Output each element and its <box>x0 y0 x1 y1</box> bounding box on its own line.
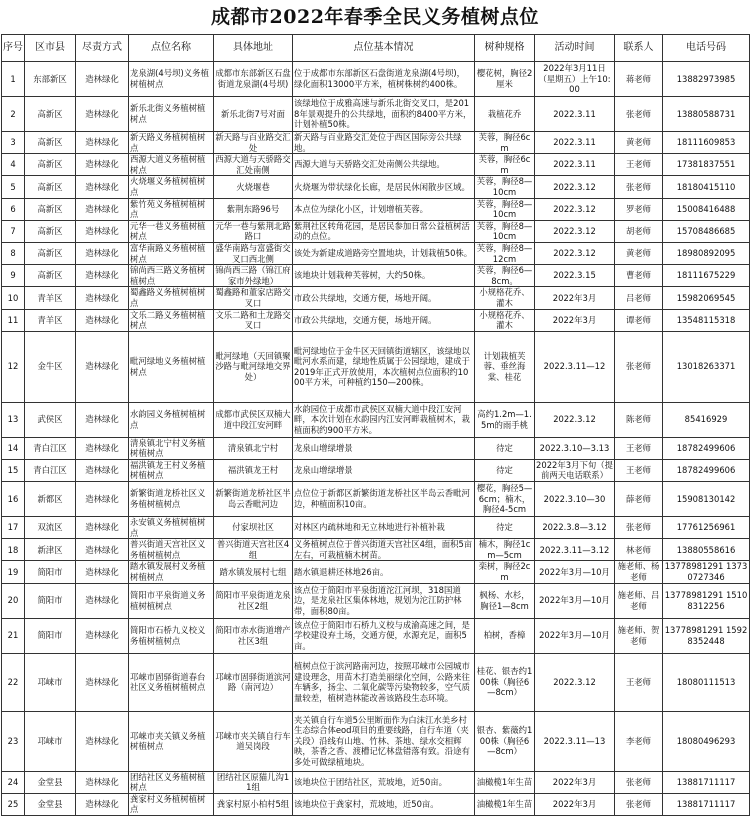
cell-time: 2022年3月 <box>535 309 615 331</box>
table-row <box>2 198 750 220</box>
cell-address: 锦尚西三路（锦江府家市外绿地） <box>215 265 291 286</box>
cell-info: 该处为新建成道路旁空置地块，计划栽植50株。 <box>293 242 475 264</box>
cell-method: 造林绿化 <box>76 97 129 132</box>
cell-phone: 17381837551 <box>663 154 750 176</box>
cell-district: 新津区 <box>25 539 76 561</box>
cell-name: 邛崃市夹关镇义务植树植树点 <box>129 711 214 771</box>
cell-name: 新乐北街义务植树植树点 <box>129 97 214 132</box>
cell-contact: 蒋老师 <box>615 62 663 97</box>
cell-species: 计划栽植芙蓉、垂丝海棠、桂花 <box>475 331 535 402</box>
cell-phone: 18080496293 <box>663 711 750 771</box>
cell-method: 造林绿化 <box>76 517 129 539</box>
cell-method: 造林绿化 <box>76 583 129 618</box>
cell-method: 造林绿化 <box>76 402 129 437</box>
cell-contact: 施老师、吕老师 <box>615 583 663 618</box>
cell-species: 待定 <box>475 437 535 459</box>
cell-contact: 施老师、杨老师 <box>615 561 663 583</box>
cell-species: 芙蓉，胸径8—12cm <box>475 242 535 264</box>
cell-phone: 18111609853 <box>663 132 750 154</box>
cell-phone: 13548115318 <box>663 309 750 331</box>
cell-info: 义务植树点位于普兴街道天宫社区4组，面积5亩左右，可栽植楠木树苗。 <box>293 539 475 561</box>
table-row <box>2 618 750 653</box>
cell-contact: 王老师 <box>615 459 663 481</box>
cell-time: 2022.3.12 <box>535 220 615 242</box>
cell-name: 团结社区义务植树植树点 <box>129 771 214 793</box>
cell-contact: 张老师 <box>615 97 663 132</box>
cell-species: 小规格花乔、灌木 <box>475 309 535 331</box>
cell-phone: 13880588731 <box>663 97 750 132</box>
cell-method: 造林绿化 <box>76 331 129 402</box>
cell-method: 造林绿化 <box>76 539 129 561</box>
cell-no: 5 <box>2 176 25 198</box>
cell-method: 造林绿化 <box>76 309 129 331</box>
cell-name: 元华一巷义务植树植树点 <box>129 220 214 242</box>
cell-time: 2022.3.12 <box>535 176 615 198</box>
header-row <box>2 35 750 62</box>
cell-district: 金堂县 <box>25 793 76 815</box>
cell-time: 2022年3月—10月 <box>535 618 615 653</box>
cell-district: 东部新区 <box>25 62 76 97</box>
header-cell: 树种规格 <box>475 35 535 62</box>
cell-species: 芙蓉，胸径8—10cm <box>475 198 535 220</box>
cell-contact: 罗老师 <box>615 198 663 220</box>
cell-contact: 张老师 <box>615 331 663 402</box>
cell-species: 桂花、银杏约100株（胸径6—8cm） <box>475 653 535 711</box>
cell-name: 普兴街道天宫社区义务植树植树点 <box>129 539 214 561</box>
cell-phone: 15908130142 <box>663 482 750 517</box>
cell-phone: 18180415110 <box>663 176 750 198</box>
cell-info: 该地块计划栽种芙蓉树，大约50株。 <box>293 265 475 287</box>
cell-name: 西源大道义务植树植树点 <box>129 154 214 176</box>
cell-district: 武侯区 <box>25 402 76 437</box>
cell-district: 金堂县 <box>25 771 76 793</box>
table-row <box>2 97 750 132</box>
cell-info: 该地块位于团结社区，荒坡地，近50亩。 <box>293 771 475 793</box>
cell-name: 龚家村义务植树植树点 <box>129 793 214 815</box>
cell-no: 16 <box>2 482 25 517</box>
cell-time: 2022.3.11 <box>535 154 615 176</box>
table-row <box>2 309 750 331</box>
cell-phone: 13018263371 <box>663 331 750 402</box>
cell-species: 芙蓉，胸径8—10cm <box>475 176 535 198</box>
cell-time: 2022.3.11—3.12 <box>535 539 615 561</box>
cell-info: 该点位于简阳市石桥九义校与成渝高速之间，是学校建设弃土场，交通方便，水源充足，面积5亩。 <box>293 618 475 653</box>
cell-species: 银杏、紫薇约100株（胸径6—8cm） <box>475 711 535 771</box>
cell-address: 邛崃市固驿街道滨河路（南河边） <box>214 653 293 711</box>
cell-address: 普兴街道天宫社区4组 <box>214 539 293 561</box>
table-row <box>2 517 750 539</box>
cell-contact: 黄老师 <box>615 242 663 264</box>
table-row <box>2 561 750 583</box>
cell-address: 成都市东部新区石盘街道龙泉湖(4号坝) <box>214 62 293 97</box>
cell-method: 造林绿化 <box>76 618 129 653</box>
cell-address: 新天路与百业路交汇处 <box>215 132 291 153</box>
cell-time: 2022年3月下旬（提前两天电话联系） <box>536 459 613 481</box>
cell-name: 水韵园义务植树植树点 <box>129 402 214 437</box>
cell-address: 元华一巷与紫荆北路路口 <box>215 220 291 242</box>
cell-contact: 李老师 <box>615 711 663 771</box>
cell-name: 紫竹苑义务植树植树点 <box>129 198 214 220</box>
cell-no: 14 <box>2 437 25 459</box>
cell-no: 21 <box>2 618 25 653</box>
cell-contact: 曹老师 <box>615 265 663 287</box>
cell-info: 龙泉山增绿增景 <box>293 459 475 481</box>
cell-method: 造林绿化 <box>76 265 129 287</box>
cell-district: 简阳市 <box>25 618 76 653</box>
cell-species: 芙蓉，胸径6cm <box>475 132 535 154</box>
cell-method: 造林绿化 <box>76 437 129 459</box>
cell-name: 龙泉湖(4号坝)义务植树植树点 <box>129 62 214 97</box>
table-row <box>2 176 750 198</box>
cell-name: 永安镇义务植树植树点 <box>129 517 214 539</box>
header-cell: 点位基本情况 <box>293 35 475 62</box>
cell-address: 清泉镇北宁村 <box>214 437 293 459</box>
cell-method: 造林绿化 <box>76 459 129 481</box>
cell-time: 2022.3.10—3.13 <box>535 437 615 459</box>
cell-info: 龙泉山增绿增景 <box>293 437 475 459</box>
cell-info: 位于成都市东部新区石盘街道龙泉湖(4号坝)，绿化面积13000平方米，植树株树约400株。 <box>293 62 475 97</box>
table-row <box>2 437 750 459</box>
cell-no: 20 <box>2 583 25 618</box>
cell-district: 简阳市 <box>25 561 76 583</box>
cell-species: 高约1.2m—1.5m的雨手桃 <box>475 402 535 437</box>
cell-address: 成都市武侯区双楠大道中段江安河畔 <box>214 402 293 437</box>
cell-info: 夹关镇自行车道5公里断面作为白沫江水美乡村生态综合体eod项目的重要线路，自行车道（夹关段）沿线有山地、竹林、茶地、绿水交相辉映，茶香之香、渡槽记忆林盘错落有致。沿途有多处可做绿植地块。 <box>293 711 475 771</box>
cell-no: 25 <box>2 793 25 815</box>
cell-address: 蜀鑫路和董家店路交叉口 <box>215 287 291 308</box>
cell-address: 西源大道与天骄路交汇处南侧 <box>215 154 291 175</box>
cell-species: 油橄榄1年生苗 <box>475 793 535 815</box>
cell-contact: 胡老师 <box>615 220 663 242</box>
cell-species: 栽植花乔 <box>475 97 535 132</box>
cell-species: 枫杨、水杉，胸径1—8cm <box>475 583 535 618</box>
cell-district: 高新区 <box>25 132 76 154</box>
cell-address: 龚家村原小柏村5组 <box>214 793 293 815</box>
cell-contact: 陈老师 <box>615 402 663 437</box>
cell-method: 造林绿化 <box>76 154 129 176</box>
cell-species: 小规格花乔、灌木 <box>475 287 535 309</box>
cell-time: 2022.3.12 <box>535 198 615 220</box>
cell-address: 毗河绿地（天回镇聚沙路与毗河绿地交界处） <box>214 331 293 402</box>
cell-method: 造林绿化 <box>76 132 129 154</box>
cell-district: 邛崃市 <box>25 653 76 711</box>
table-row <box>2 583 750 618</box>
cell-district: 简阳市 <box>25 583 76 618</box>
cell-info: 毗河绿地位于金牛区天回镇街道辖区，该绿地以毗河水系而建，绿地性质属于公园绿地，建成于2019年正式开放使用，本次植树点位面积约1000平方米，可种植约150—200株。 <box>293 331 475 402</box>
cell-info: 火烧堰为带状绿化长廊，是居民休闲散步区域。 <box>293 176 475 198</box>
cell-info: 该地块位于龚家村，荒坡地，近50亩。 <box>293 793 475 815</box>
table-row <box>2 793 750 815</box>
cell-no: 3 <box>2 132 25 154</box>
cell-species: 待定 <box>475 517 535 539</box>
cell-method: 造林绿化 <box>76 482 129 517</box>
cell-district: 青羊区 <box>25 287 76 309</box>
cell-time: 2022.3.10—30 <box>535 482 615 517</box>
cell-address: 福洪镇龙王村 <box>214 459 293 481</box>
cell-name: 简阳市平泉街道义务植树植树点 <box>129 583 214 618</box>
cell-address: 团结社区原猫儿沟11组 <box>214 771 293 793</box>
cell-district: 高新区 <box>25 265 76 287</box>
cell-contact: 王老师 <box>615 154 663 176</box>
cell-contact: 吕老师 <box>615 287 663 309</box>
cell-district: 青白江区 <box>25 459 76 481</box>
cell-no: 9 <box>2 265 25 287</box>
header-cell: 序号 <box>2 35 25 62</box>
cell-name: 新繁街道龙桥社区义务植树植树点 <box>129 482 214 517</box>
cell-address: 紫荆东路96号 <box>214 198 293 220</box>
cell-method: 造林绿化 <box>76 561 129 583</box>
cell-info: 该绿地位于成雅高速与新乐北街交叉口，是2018年景观提升的公共绿地，面积约8400平方米，计划补植50株。 <box>293 97 475 132</box>
cell-address: 踏水镇发展村七组 <box>214 561 293 583</box>
header-cell: 电话号码 <box>663 35 750 62</box>
cell-name: 福洪镇龙王村义务植树植树点 <box>129 459 214 481</box>
cell-name: 富华南路义务植树植树点 <box>129 242 214 264</box>
cell-info: 该点位于简阳市平泉街道沱江河坝，318国道边，是龙泉社区集体林地，规划为沱江防护林带，面积80亩。 <box>293 583 475 618</box>
table-row <box>2 154 750 176</box>
cell-name: 蜀鑫路义务植树植树点 <box>129 287 214 309</box>
cell-contact: 张老师 <box>615 517 663 539</box>
table-row <box>2 62 750 97</box>
cell-species: 芙蓉，胸径6—8cm。 <box>475 265 535 287</box>
cell-district: 高新区 <box>25 220 76 242</box>
cell-method: 造林绿化 <box>76 287 129 309</box>
cell-species: 樱花树，胸径2厘米 <box>475 62 535 97</box>
cell-species: 芙蓉，胸径6cm <box>475 154 535 176</box>
cell-phone: 13881711117 <box>663 793 750 815</box>
cell-address: 火烧堰巷 <box>214 176 293 198</box>
cell-address: 新繁街道龙桥社区半岛云香毗河边 <box>214 482 293 517</box>
cell-method: 造林绿化 <box>76 793 129 815</box>
cell-method: 造林绿化 <box>76 176 129 198</box>
table-row <box>2 402 750 437</box>
header-cell: 联系人 <box>615 35 663 62</box>
cell-time: 2022.3.12 <box>535 242 615 264</box>
cell-method: 造林绿化 <box>76 711 129 771</box>
cell-phone: 85416929 <box>663 402 750 437</box>
cell-address: 文乐二路和土龙路交叉口 <box>215 309 291 331</box>
cell-info: 植树点位于滨河路南河边，按照邛崃市公园城市建设理念，用苗木打造美丽绿化空间，公路来往车辆多，扬尘、二氧化碳等污染物较多，空气质量较差，植树造林能改善该路段生态环境。 <box>293 653 475 711</box>
cell-no: 2 <box>2 97 25 132</box>
cell-time: 2022年3月—10月 <box>535 561 615 583</box>
cell-contact: 黄老师 <box>615 132 663 154</box>
table-row <box>2 242 750 264</box>
cell-no: 18 <box>2 539 25 561</box>
header-cell: 点位名称 <box>129 35 214 62</box>
cell-contact: 林老师 <box>615 539 663 561</box>
cell-method: 造林绿化 <box>76 771 129 793</box>
cell-contact: 施老师、贺老师 <box>615 618 663 653</box>
cell-district: 青羊区 <box>25 309 76 331</box>
page-title: 成都市2022年春季全民义务植树点位 <box>211 6 539 28</box>
cell-info: 对林区内疏林地和无立林地进行补植补栽 <box>293 517 475 539</box>
cell-time: 2022.3.11 <box>535 132 615 154</box>
cell-name: 新天路义务植树植树点 <box>129 132 214 154</box>
table-row <box>2 331 750 402</box>
cell-phone: 13880558616 <box>663 539 750 561</box>
cell-district: 高新区 <box>25 198 76 220</box>
header-cell: 活动时间 <box>535 35 615 62</box>
table-row <box>2 287 750 309</box>
cell-no: 13 <box>2 402 25 437</box>
header-cell: 区市县 <box>25 35 76 62</box>
cell-no: 6 <box>2 198 25 220</box>
cell-no: 15 <box>2 459 25 481</box>
cell-district: 邛崃市 <box>25 711 76 771</box>
cell-name: 火烧堰义务植树植树点 <box>129 176 214 198</box>
cell-info: 西源大道与天骄路交汇处南侧公共绿地。 <box>293 154 475 176</box>
cell-name: 毗河绿地义务植树植树点 <box>129 331 214 402</box>
tree-planting-table <box>1 34 750 816</box>
cell-method: 造林绿化 <box>76 198 129 220</box>
cell-info: 水韵园位于成都市武侯区双楠大道中段江安河畔，本次计划在水韵园内江安河畔栽植树木，栽植面积约900平方米。 <box>293 402 475 437</box>
cell-contact: 薛老师 <box>615 482 663 517</box>
cell-phone: 18782499606 <box>663 459 750 481</box>
cell-district: 金牛区 <box>25 331 76 402</box>
cell-contact: 张老师 <box>615 793 663 815</box>
cell-no: 4 <box>2 154 25 176</box>
cell-time: 2022.3.8—3.12 <box>535 517 615 539</box>
cell-name: 文乐二路义务植树植树点 <box>129 309 214 331</box>
cell-contact: 张老师 <box>615 176 663 198</box>
cell-info: 本点位为绿化小区，计划增植芙蓉。 <box>293 198 475 220</box>
cell-info: 紫荆社区转角花园，是居民参加日常公益植树活动的点位。 <box>293 220 475 242</box>
cell-phone: 15982069545 <box>663 287 750 309</box>
cell-no: 1 <box>2 62 25 97</box>
cell-info: 踏水镇退耕还林地26亩。 <box>293 561 475 583</box>
cell-time: 2022年3月11日（星期五）上午10:00 <box>535 62 615 97</box>
table-row <box>2 265 750 287</box>
cell-contact: 谭老师 <box>615 309 663 331</box>
cell-name: 踏水镇发展村义务植树植树点 <box>129 561 214 583</box>
cell-time: 2022年3月 <box>535 793 615 815</box>
cell-contact: 张老师 <box>615 771 663 793</box>
cell-district: 青白江区 <box>25 437 76 459</box>
cell-species: 油橄榄1年生苗 <box>475 771 535 793</box>
table-row <box>2 459 750 481</box>
cell-district: 高新区 <box>25 242 76 264</box>
cell-no: 24 <box>2 771 25 793</box>
cell-phone: 15008416488 <box>663 198 750 220</box>
cell-species: 芙蓉，胸径8—10cm <box>475 220 535 242</box>
cell-address: 盛华南路与富盛街交叉口西北侧 <box>215 242 291 264</box>
cell-info: 点位位于新都区新繁街道龙桥社区半岛云香毗河边，种植面积10亩。 <box>293 482 475 517</box>
cell-name: 清泉镇北宁村义务植树植树点 <box>129 437 214 459</box>
cell-no: 8 <box>2 242 25 264</box>
cell-phone: 13882973985 <box>663 62 750 97</box>
cell-address: 简阳市平泉街道龙泉社区2组 <box>214 583 293 618</box>
table-row <box>2 482 750 517</box>
cell-contact: 王老师 <box>615 653 663 711</box>
cell-phone: 18080111513 <box>663 653 750 711</box>
cell-district: 高新区 <box>25 154 76 176</box>
cell-time: 2022年3月—10月 <box>535 583 615 618</box>
header-cell: 具体地址 <box>214 35 293 62</box>
cell-name: 锦尚西三路义务植树植树点 <box>129 265 214 287</box>
cell-district: 高新区 <box>25 176 76 198</box>
cell-time: 2022.3.15 <box>535 265 615 287</box>
cell-no: 17 <box>2 517 25 539</box>
cell-phone: 18782499606 <box>663 437 750 459</box>
cell-info: 新天路与百业路交汇处位于西区国际旁公共绿地。 <box>293 132 475 154</box>
table-row <box>2 771 750 793</box>
cell-phone: 13778981291 13730727346 <box>663 561 750 583</box>
cell-phone: 13778981291 15108312256 <box>663 583 750 618</box>
cell-district: 双流区 <box>25 517 76 539</box>
cell-name: 邛崃市固驿街道春台社区义务植树植树点 <box>129 653 214 711</box>
table-row <box>2 653 750 711</box>
cell-address: 付家坝社区 <box>214 517 293 539</box>
cell-no: 12 <box>2 331 25 402</box>
cell-phone: 15708486685 <box>663 220 750 242</box>
cell-no: 10 <box>2 287 25 309</box>
cell-no: 7 <box>2 220 25 242</box>
cell-time: 2022.3.12 <box>535 402 615 437</box>
cell-phone: 13778981291 15928352448 <box>663 618 750 653</box>
cell-phone: 18980892095 <box>663 242 750 264</box>
cell-phone: 17761256961 <box>663 517 750 539</box>
cell-no: 11 <box>2 309 25 331</box>
cell-method: 造林绿化 <box>76 220 129 242</box>
cell-district: 新都区 <box>25 482 76 517</box>
cell-time: 2022.3.11—12 <box>535 331 615 402</box>
table-row <box>2 132 750 154</box>
cell-method: 造林绿化 <box>76 242 129 264</box>
cell-info: 市政公共绿地，交通方便，场地开阔。 <box>293 287 475 309</box>
cell-info: 市政公共绿地，交通方便，场地开阔。 <box>293 309 475 331</box>
cell-method: 造林绿化 <box>76 653 129 711</box>
cell-time: 2022.3.11 <box>535 97 615 132</box>
cell-contact: 王老师 <box>615 437 663 459</box>
cell-name: 简阳市石桥九义校义务植树植树点 <box>129 618 214 653</box>
cell-no: 19 <box>2 561 25 583</box>
cell-address: 简阳市赤水街道增产社区3组 <box>214 618 293 653</box>
cell-species: 栾树，胸径2cm <box>475 561 535 583</box>
cell-time: 2022年3月 <box>535 287 615 309</box>
cell-address: 新乐北街7号对面 <box>214 97 293 132</box>
cell-time: 2022.3.12 <box>535 653 615 711</box>
table-row <box>2 539 750 561</box>
cell-time: 2022年3月 <box>535 771 615 793</box>
cell-time: 2022.3.11—13 <box>535 711 615 771</box>
cell-address: 邛崃市夹关镇自行车道吴岗段 <box>214 711 293 771</box>
header-cell: 尽责方式 <box>76 35 129 62</box>
cell-no: 22 <box>2 653 25 711</box>
cell-method: 造林绿化 <box>76 62 129 97</box>
table-row <box>2 220 750 242</box>
cell-species: 楠木，胸径1cm—5cm <box>475 539 535 561</box>
cell-species: 柏树，香樟 <box>475 618 535 653</box>
cell-species: 樱花，胸径5—6cm；楠木，胸径4-5cm <box>475 482 535 517</box>
cell-phone: 13881711117 <box>663 771 750 793</box>
cell-phone: 18111675229 <box>663 265 750 287</box>
table-row <box>2 711 750 771</box>
cell-district: 高新区 <box>25 97 76 132</box>
cell-species: 待定 <box>475 459 535 481</box>
cell-no: 23 <box>2 711 25 771</box>
